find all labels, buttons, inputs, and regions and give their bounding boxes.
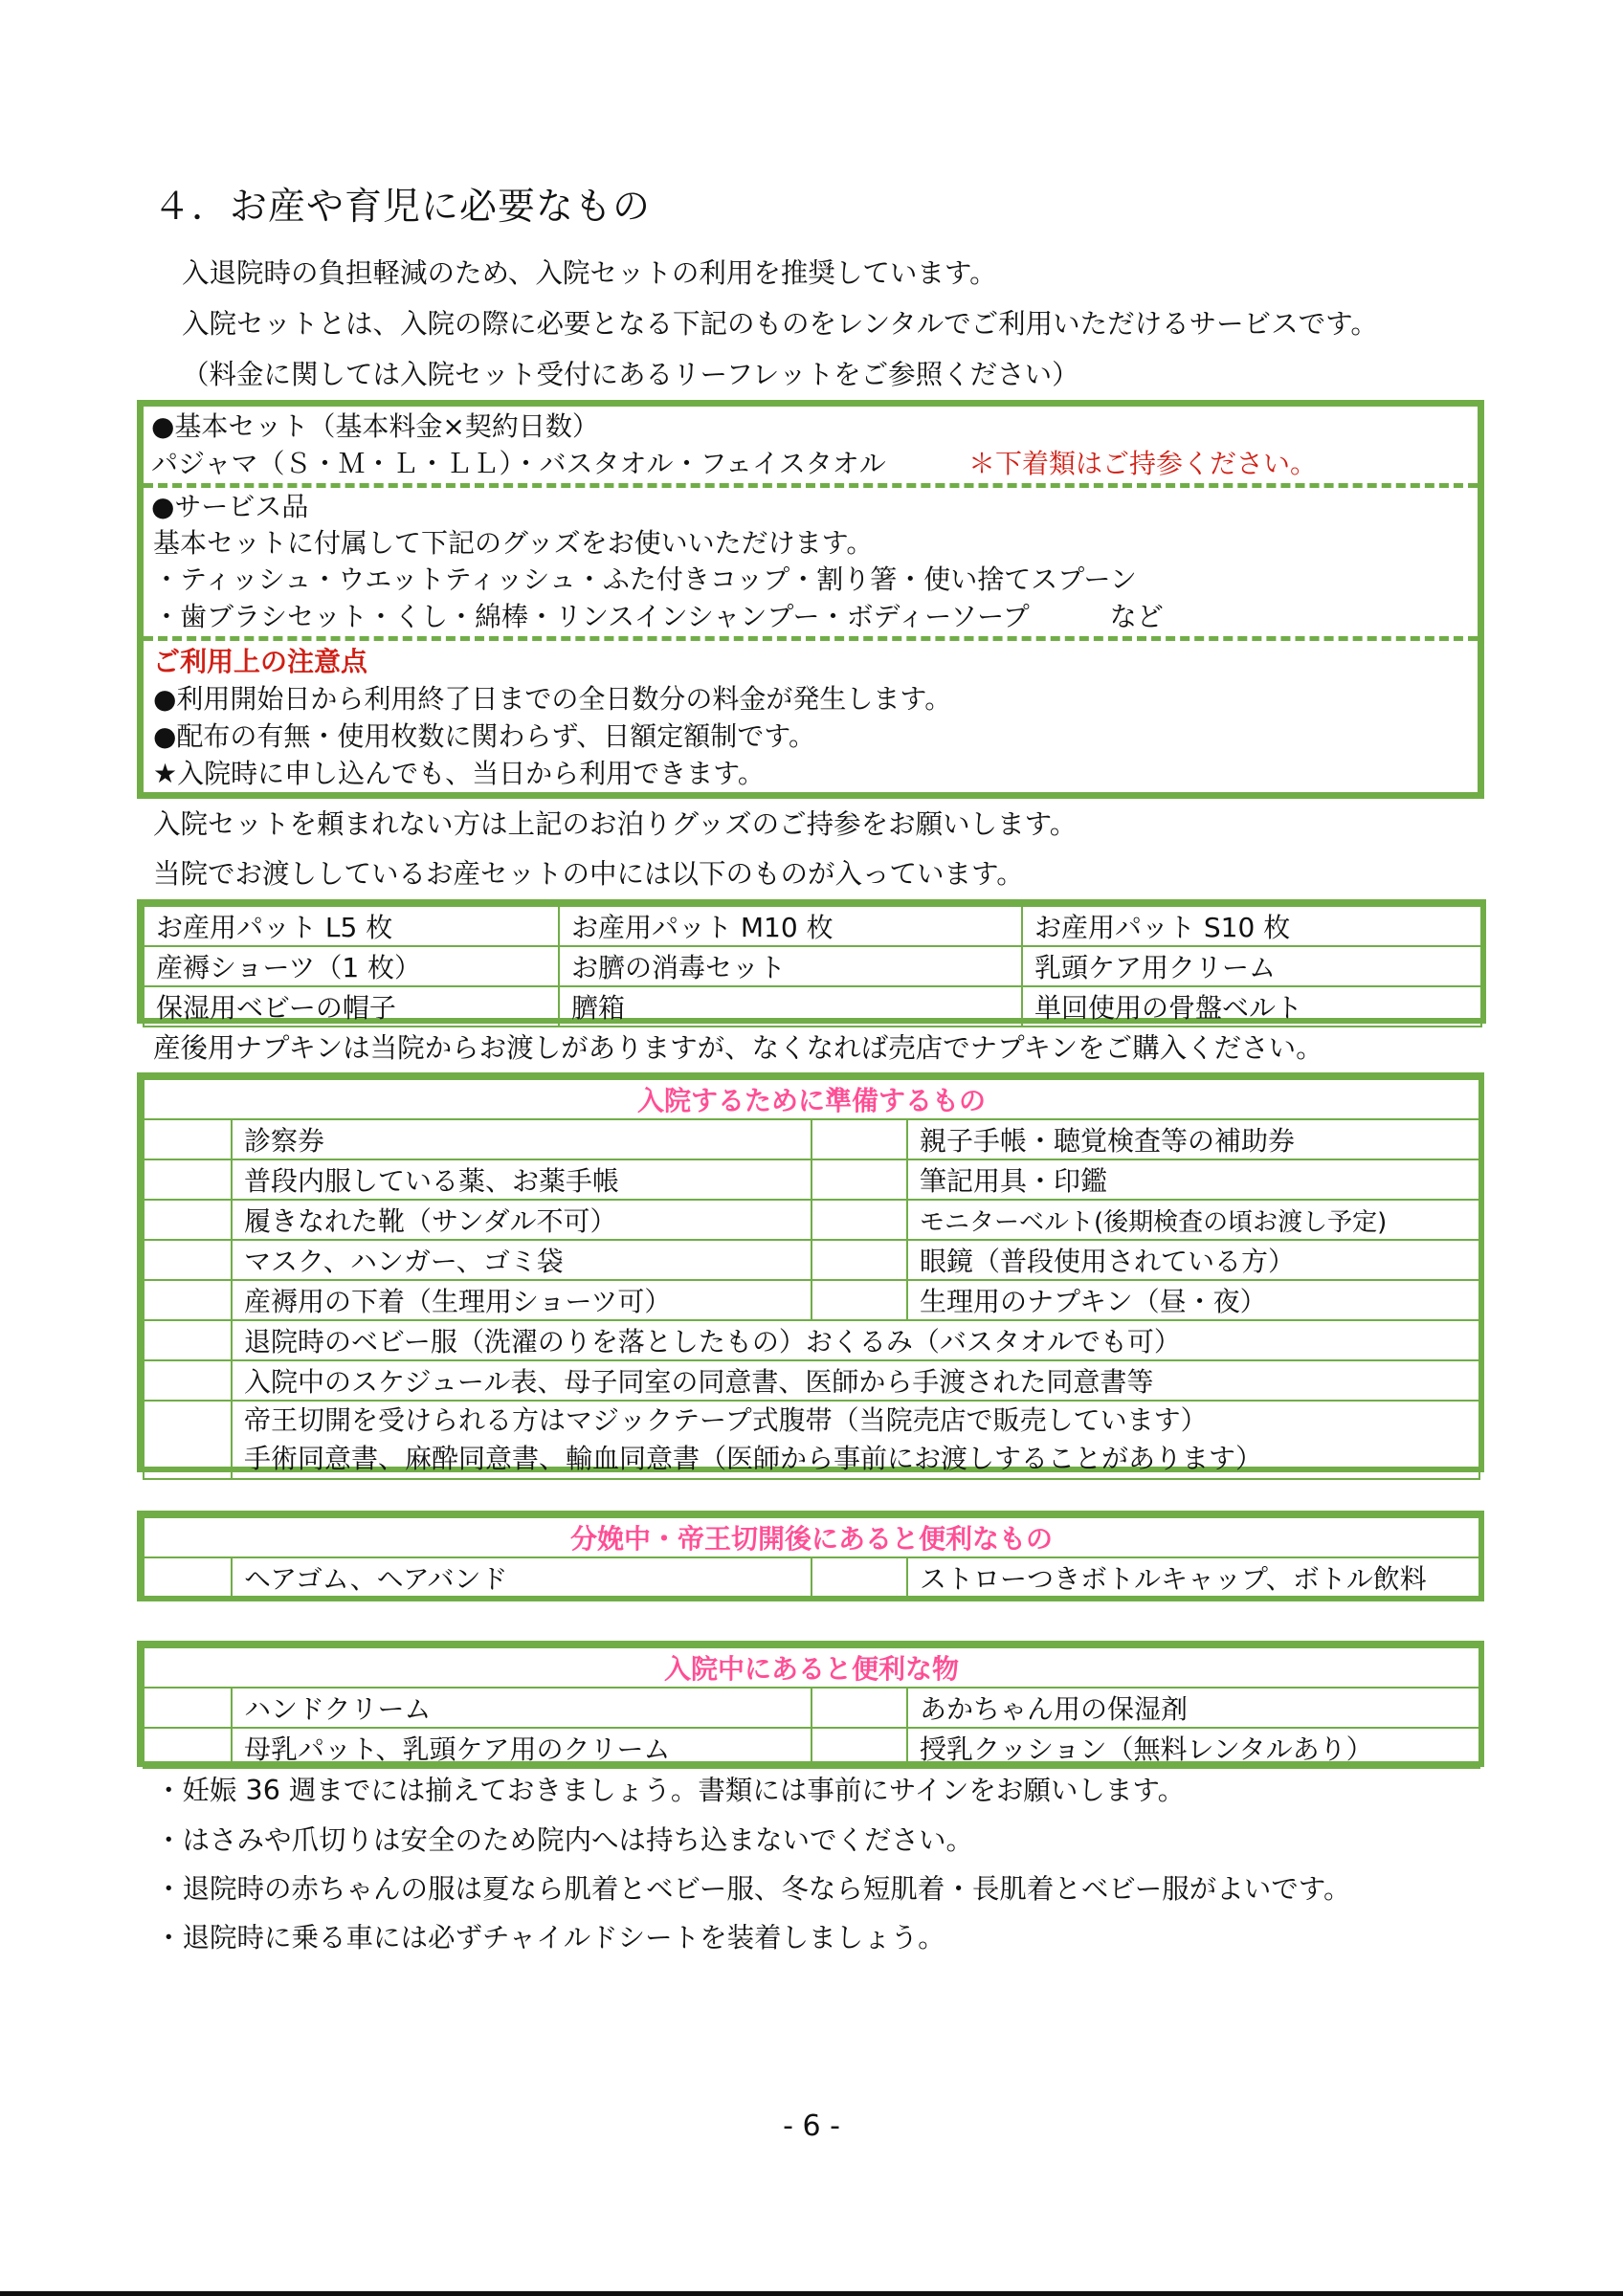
table-cell: お産用パット M10 枚 xyxy=(559,906,1022,946)
basic-set-items: パジャマ（Ｓ・Ｍ・Ｌ・ＬＬ）・バスタオル・フェイスタオル xyxy=(151,448,886,479)
table-cell: 退院時のベビー服（洗濯のりを落としたもの）おくるみ（バスタオルでも可） xyxy=(232,1320,1479,1360)
table-cell: 母乳パット、乳頭ケア用のクリーム xyxy=(232,1728,812,1768)
table-cell: 産褥用の下着（生理用ショーツ可） xyxy=(232,1280,812,1320)
table-row xyxy=(144,1728,1479,1768)
table-cell: 入院中のスケジュール表、母子同室の同意書、医師から手渡された同意書等 xyxy=(232,1360,1479,1401)
note-line: ・退院時の赤ちゃんの服は夏なら肌着とベビー服、冬なら短肌着・長肌着とベビー服がよいです。 xyxy=(155,1873,1351,1905)
table-cell: ハンドクリーム xyxy=(232,1688,812,1728)
table-row xyxy=(144,1200,1479,1240)
note-line: ・退院時に乗る車には必ずチャイルドシートを装着しましょう。 xyxy=(155,1922,945,1954)
body-line: 入院セットを頼まれない方は上記のお泊りグッズのご持参をお願いします。 xyxy=(153,808,1078,840)
table-cell: 診察券 xyxy=(232,1119,812,1159)
body-line: 産後用ナプキンは当院からお渡しがありますが、なくなれば売店でナプキンをご購入ください。 xyxy=(153,1032,1323,1064)
empty-cell xyxy=(812,1688,907,1728)
table-header: 分娩中・帝王切開後にあると便利なもの xyxy=(144,1517,1479,1557)
table-header: 入院中にあると便利な物 xyxy=(144,1647,1479,1688)
empty-cell xyxy=(144,1159,232,1200)
table-header-row xyxy=(144,1647,1479,1688)
stay-table xyxy=(143,1646,1480,1769)
table-cell: マスク、ハンガー、ゴミ袋 xyxy=(232,1240,812,1280)
intro-line: 入退院時の負担軽減のため、入院セットの利用を推奨しています。 xyxy=(182,257,997,289)
table-cell: 単回使用の骨盤ベルト xyxy=(1022,986,1481,1027)
service-items: ・歯ブラシセット・くし・綿棒・リンスインシャンプー・ボディーソープ など xyxy=(153,601,1164,632)
table-row xyxy=(144,906,1481,946)
empty-cell xyxy=(812,1280,907,1320)
note-line: ・はさみや爪切りは安全のため院内へは持ち込まないでください。 xyxy=(155,1824,974,1856)
table-cell: お産用パット S10 枚 xyxy=(1022,906,1481,946)
table-row xyxy=(144,1240,1479,1280)
bottom-rule xyxy=(0,2291,1623,2296)
table-row xyxy=(144,1320,1479,1360)
empty-cell xyxy=(144,1320,232,1360)
table-cell: 臍箱 xyxy=(559,986,1022,1027)
table-cell: 授乳クッション（無料レンタルあり） xyxy=(907,1728,1479,1768)
table-cell: 乳頭ケア用クリーム xyxy=(1022,946,1481,986)
caution-line: ●利用開始日から利用終了日までの全日数分の料金が発生します。 xyxy=(153,683,952,715)
empty-cell xyxy=(144,1240,232,1280)
prepare-table xyxy=(143,1078,1480,1480)
table-cell xyxy=(232,1401,1479,1479)
table-cell: 眼鏡（普段使用されている方） xyxy=(907,1240,1479,1280)
empty-cell xyxy=(144,1401,232,1479)
empty-cell xyxy=(144,1119,232,1159)
caution-title: ご利用上の注意点 xyxy=(153,646,368,677)
empty-cell xyxy=(812,1557,907,1598)
table-row xyxy=(144,1360,1479,1401)
page-number: - 6 - xyxy=(783,2109,840,2143)
table-row xyxy=(144,1159,1479,1200)
cell-line: 帝王切開を受けられる方はマジックテープ式腹帯（当院売店で販売しています） xyxy=(244,1404,1208,1436)
empty-cell xyxy=(144,1280,232,1320)
table-cell: 産褥ショーツ（1 枚） xyxy=(144,946,559,986)
empty-cell xyxy=(144,1557,232,1598)
table-cell: 親子手帳・聴覚検査等の補助券 xyxy=(907,1119,1479,1159)
table-cell: 生理用のナプキン（昼・夜） xyxy=(907,1280,1479,1320)
note-line: ・妊娠 36 週までには揃えておきましょう。書類には事前にサインをお願いします。 xyxy=(155,1775,1186,1806)
empty-cell xyxy=(812,1119,907,1159)
table-cell: 普段内服している薬、お薬手帳 xyxy=(232,1159,812,1200)
cell-line: 手術同意書、麻酔同意書、輸血同意書（医師から事前にお渡しすることがあります） xyxy=(244,1443,1263,1474)
table-cell: モニターベルト(後期検査の頃お渡し予定) xyxy=(907,1200,1479,1240)
table-cell: 履きなれた靴（サンダル不可） xyxy=(232,1200,812,1240)
service-items: ・ティッシュ・ウエットティッシュ・ふた付きコップ・割り箸・使い捨てスプーン xyxy=(153,563,1137,595)
basic-set-title: ●基本セット（基本料金×契約日数） xyxy=(151,410,599,442)
empty-cell xyxy=(812,1200,907,1240)
table-cell: お産用パット L5 枚 xyxy=(144,906,559,946)
empty-cell xyxy=(144,1688,232,1728)
table-row xyxy=(144,1401,1479,1479)
table-row xyxy=(144,1688,1479,1728)
service-desc: 基本セットに付属して下記のグッズをお使いいただけます。 xyxy=(153,527,874,559)
table-row xyxy=(144,1280,1479,1320)
page-title: ４．お産や育児に必要なもの xyxy=(153,186,652,229)
table-header-row xyxy=(144,1079,1479,1119)
intro-line: （料金に関しては入院セット受付にあるリーフレットをご参照ください） xyxy=(182,359,1079,390)
table-cell: ヘアゴム、ヘアバンド xyxy=(232,1557,812,1598)
table-row xyxy=(144,946,1481,986)
empty-cell xyxy=(812,1240,907,1280)
table-cell: あかちゃん用の保湿剤 xyxy=(907,1688,1479,1728)
caution-line: ★入院時に申し込んでも、当日から利用できます。 xyxy=(153,758,765,789)
table-cell: ストローつきボトルキャップ、ボトル飲料 xyxy=(907,1557,1479,1598)
caution-line: ●配布の有無・使用枚数に関わらず、日額定額制です。 xyxy=(153,720,815,752)
empty-cell xyxy=(144,1200,232,1240)
divider xyxy=(144,636,1478,641)
divider xyxy=(144,483,1478,488)
service-title: ●サービス品 xyxy=(151,491,309,522)
empty-cell xyxy=(144,1728,232,1768)
empty-cell xyxy=(812,1159,907,1200)
empty-cell xyxy=(144,1360,232,1401)
delivery-table xyxy=(143,1516,1480,1599)
table-row xyxy=(144,986,1481,1027)
table-row xyxy=(144,1119,1479,1159)
table-row xyxy=(144,1557,1479,1598)
intro-line: 入院セットとは、入院の際に必要となる下記のものをレンタルでご利用いただけるサービスです。 xyxy=(182,308,1378,340)
table-cell: お臍の消毒セット xyxy=(559,946,1022,986)
table-header: 入院するために準備するもの xyxy=(144,1079,1479,1119)
body-line: 当院でお渡ししているお産セットの中には以下のものが入っています。 xyxy=(153,858,1024,890)
birth-set-table xyxy=(143,905,1482,1027)
table-cell: 保湿用ベビーの帽子 xyxy=(144,986,559,1027)
empty-cell xyxy=(812,1728,907,1768)
basic-set-note: ＊下着類はご持参ください。 xyxy=(968,448,1318,479)
table-cell: 筆記用具・印鑑 xyxy=(907,1159,1479,1200)
table-header-row xyxy=(144,1517,1479,1557)
